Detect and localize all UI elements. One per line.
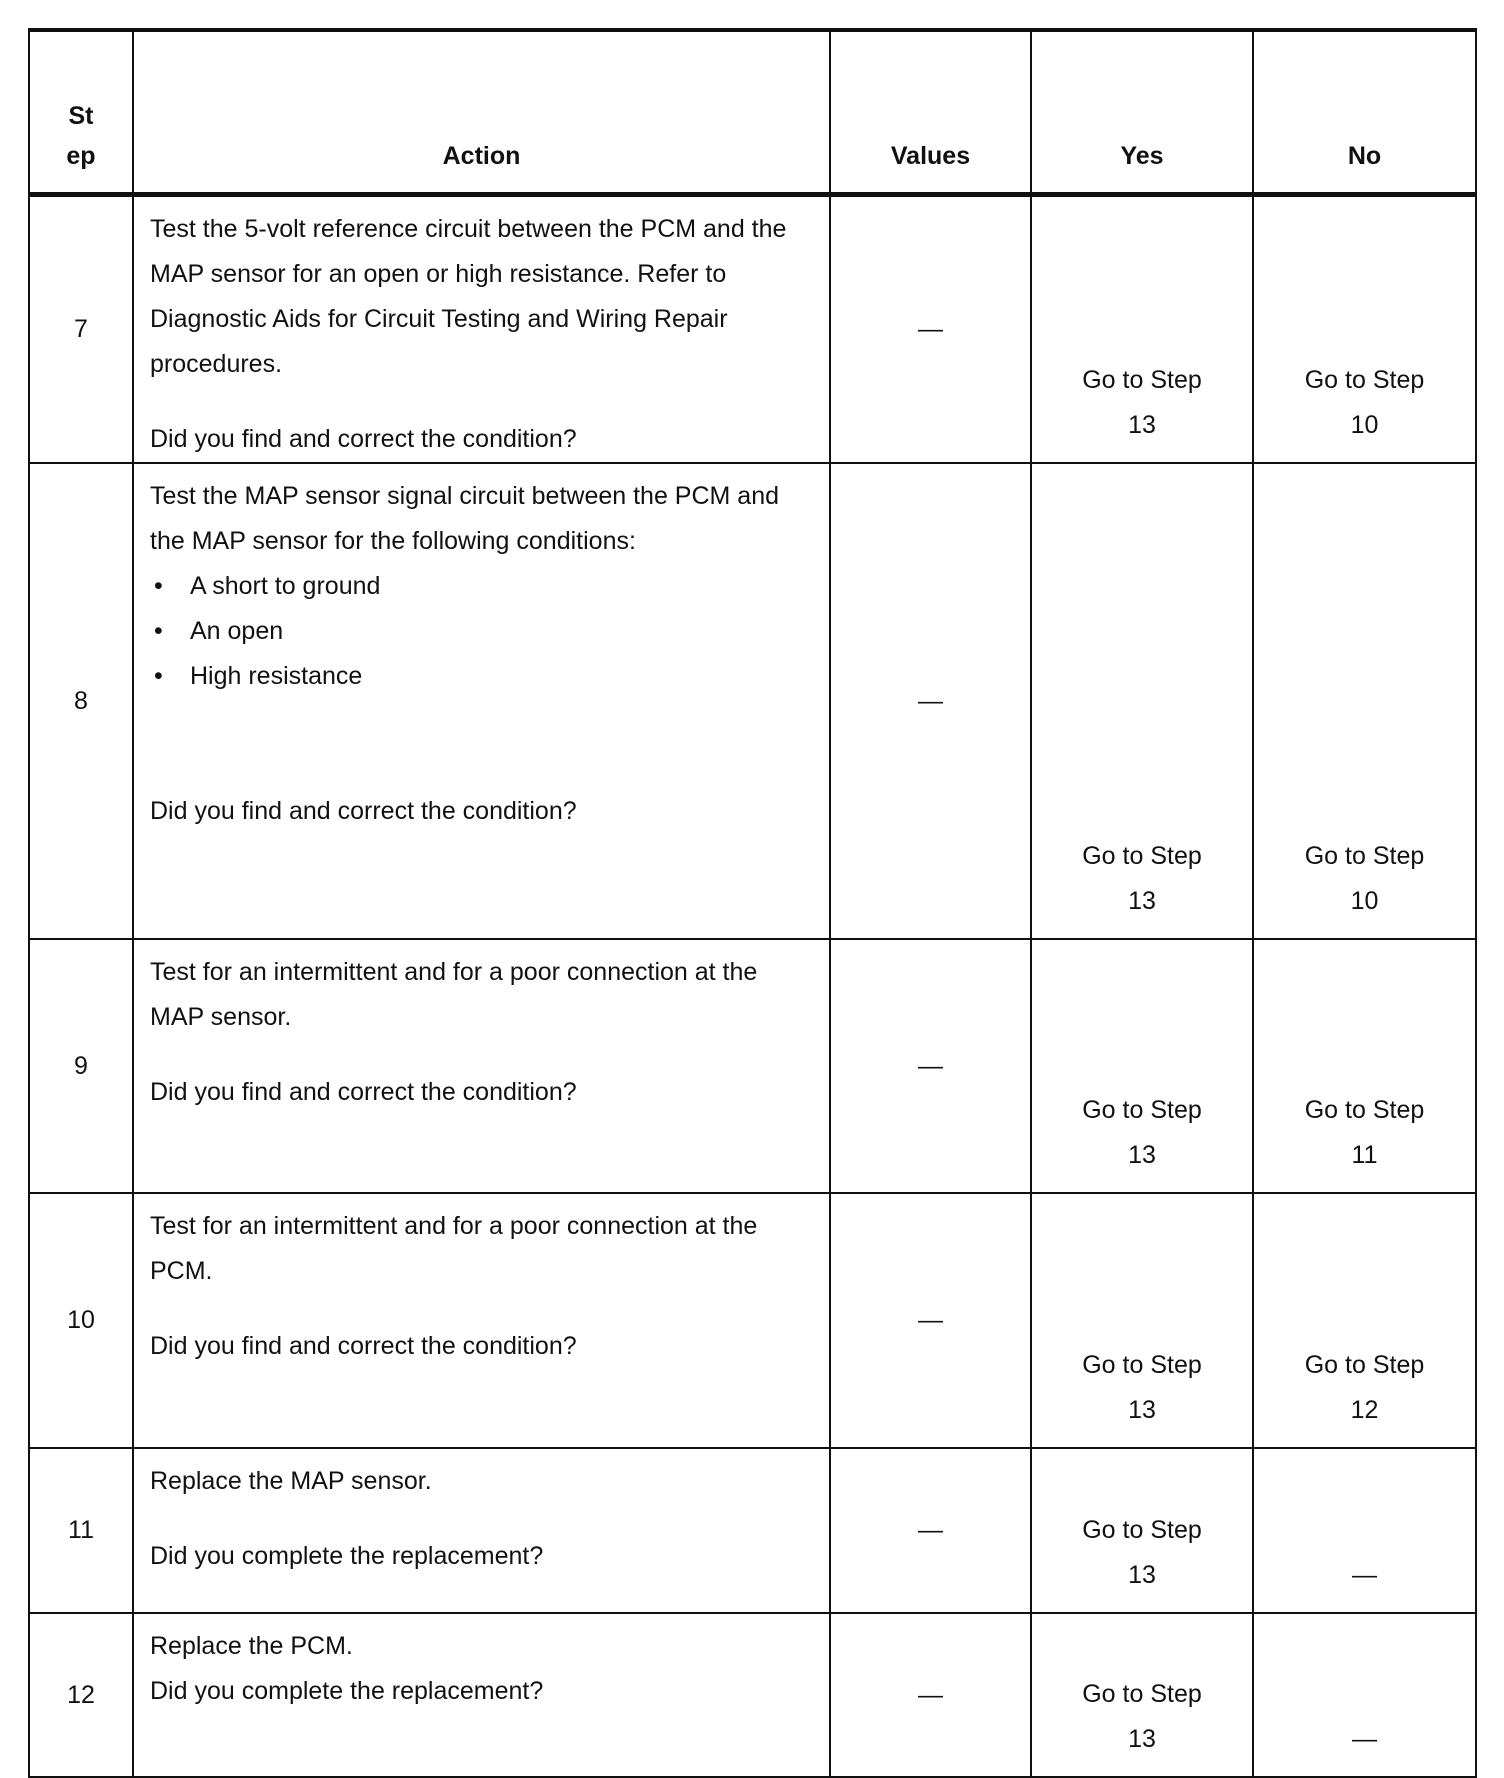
- no-cell: [1253, 1448, 1476, 1613]
- no-cell: [1253, 939, 1476, 1193]
- yes-goto: Go to Step 13: [1082, 366, 1202, 439]
- no-goto: Go to Step 10: [1304, 842, 1425, 915]
- yes-cell: [1031, 1613, 1253, 1777]
- action-question: Did you complete the replacement?: [150, 1542, 544, 1570]
- table-row: [29, 1448, 1476, 1613]
- table-row: [29, 1193, 1476, 1448]
- no-cell: [1253, 463, 1476, 939]
- action-question: Did you find and correct the condition?: [150, 1332, 577, 1360]
- values-cell: —: [830, 939, 1031, 1193]
- yes-goto: Go to Step 13: [1082, 1096, 1202, 1169]
- step-number: 10: [29, 1193, 133, 1448]
- header-step: St ep: [29, 30, 133, 195]
- yes-goto: Go to Step 13: [1082, 1680, 1202, 1753]
- no-cell: [1253, 1193, 1476, 1448]
- header-action: Action: [133, 30, 830, 195]
- no-cell: [1253, 195, 1476, 464]
- yes-cell: [1031, 463, 1253, 939]
- table-row: [29, 195, 1476, 464]
- action-text: Replace the PCM.: [150, 1632, 353, 1660]
- action-cell: [133, 463, 830, 939]
- action-cell: [133, 1613, 830, 1777]
- action-cell: [133, 1193, 830, 1448]
- action-question: Did you complete the replacement?: [150, 1677, 544, 1705]
- step-number: 11: [29, 1448, 133, 1613]
- table-row: [29, 1613, 1476, 1777]
- action-bullet: • An open: [150, 609, 813, 654]
- step-number: 7: [29, 195, 133, 464]
- yes-cell: [1031, 195, 1253, 464]
- action-cell: [133, 939, 830, 1193]
- table-row: [29, 463, 1476, 939]
- action-text: Test for an intermittent and for a poor connection at the MAP sensor.: [150, 958, 758, 1031]
- action-bullet: • High resistance: [150, 654, 813, 699]
- header-values: Values: [830, 30, 1031, 195]
- values-cell: —: [830, 1193, 1031, 1448]
- action-question: Did you find and correct the condition?: [150, 425, 577, 453]
- no-goto: Go to Step 11: [1304, 1096, 1425, 1169]
- action-cell: [133, 1448, 830, 1613]
- header-yes: Yes: [1031, 30, 1253, 195]
- action-bullet: • A short to ground: [150, 564, 813, 609]
- header-no: No: [1253, 30, 1476, 195]
- yes-goto: Go to Step 13: [1082, 842, 1202, 915]
- values-cell: —: [830, 1448, 1031, 1613]
- no-cell: [1253, 1613, 1476, 1777]
- yes-goto: Go to Step 13: [1082, 1516, 1202, 1589]
- action-text: Test the 5-volt reference circuit between the PCM and the MAP sensor for an open or high resistance. Refer to Diagnostic Aids for Circuit Testing and Wiring Repair procedures.: [150, 215, 787, 378]
- no-dash: —: [1352, 1561, 1377, 1589]
- action-text: Test for an intermittent and for a poor connection at the PCM.: [150, 1212, 758, 1285]
- yes-cell: [1031, 1193, 1253, 1448]
- yes-cell: [1031, 939, 1253, 1193]
- values-cell: —: [830, 463, 1031, 939]
- step-number: 12: [29, 1613, 133, 1777]
- step-number: 8: [29, 463, 133, 939]
- action-text: Test the MAP sensor signal circuit between the PCM and the MAP sensor for the following conditions:: [150, 482, 780, 555]
- action-cell: [133, 195, 830, 464]
- diagnostic-table: [28, 28, 1477, 1778]
- header-row: [29, 30, 1476, 195]
- values-cell: —: [830, 1613, 1031, 1777]
- values-cell: —: [830, 195, 1031, 464]
- action-question: Did you find and correct the condition?: [150, 797, 577, 825]
- action-question: Did you find and correct the condition?: [150, 1078, 577, 1106]
- no-goto: Go to Step 10: [1304, 366, 1425, 439]
- no-dash: —: [1352, 1725, 1377, 1753]
- action-text: Replace the MAP sensor.: [150, 1467, 432, 1495]
- yes-cell: [1031, 1448, 1253, 1613]
- step-number: 9: [29, 939, 133, 1193]
- yes-goto: Go to Step 13: [1082, 1351, 1202, 1424]
- no-goto: Go to Step 12: [1304, 1351, 1425, 1424]
- table-row: [29, 939, 1476, 1193]
